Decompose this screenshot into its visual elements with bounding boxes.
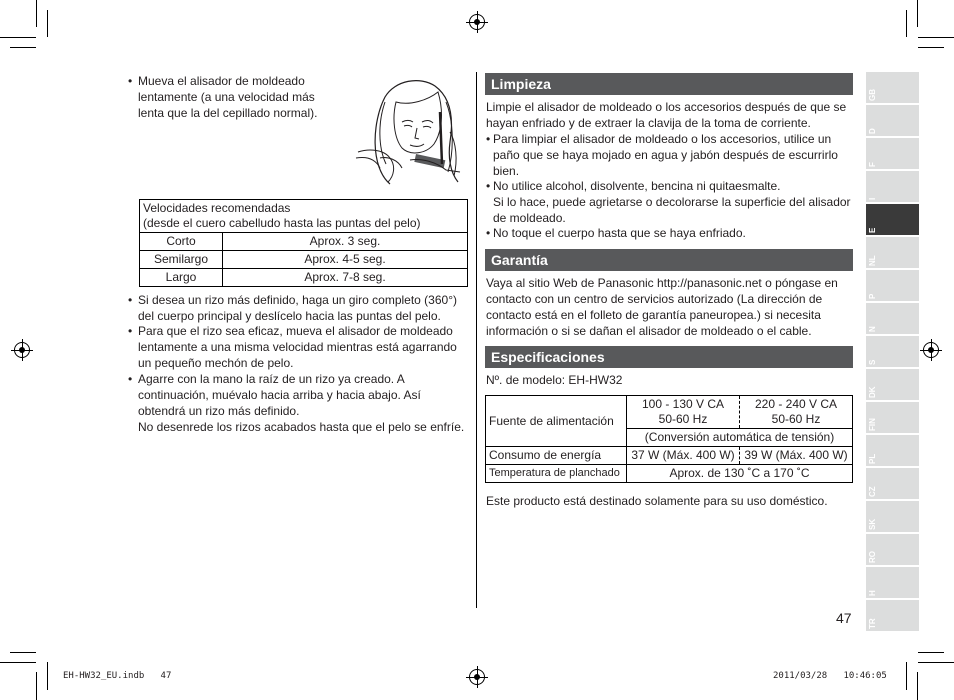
bullet-item: • Si desea un rizo más definido, haga un giro completo (360°) del cuerpo principal y deslícelo hacia las puntas del pelo.: [128, 293, 457, 323]
tab-nl[interactable]: NL: [866, 237, 919, 268]
table-row: Consumo de energía 37 W (Máx. 400 W) 39 W (Máx. 400 W): [486, 447, 853, 465]
table-row: Temperatura de planchado Aprox. de 130 ˚C a 170 ˚C: [486, 465, 853, 483]
tab-tr[interactable]: TR: [866, 600, 919, 631]
tab-dk[interactable]: DK: [866, 369, 919, 400]
tab-sk[interactable]: SK: [866, 501, 919, 532]
crop-mark: [918, 37, 954, 38]
crop-mark: [917, 0, 918, 27]
crop-mark: [36, 672, 37, 700]
tab-fin[interactable]: FIN: [866, 402, 919, 433]
table-row: Largo Aprox. 7-8 seg.: [140, 269, 468, 287]
tab-i[interactable]: I: [866, 171, 919, 202]
tab-f[interactable]: F: [866, 138, 919, 169]
tab-gb[interactable]: GB: [866, 72, 919, 103]
tab-e[interactable]: E: [866, 204, 919, 235]
tab-ro[interactable]: RO: [866, 534, 919, 565]
registration-mark-icon: [469, 669, 485, 685]
page-number: 47: [836, 610, 852, 626]
tab-p[interactable]: P: [866, 270, 919, 301]
crop-mark: [917, 672, 918, 700]
limpieza-intro: Limpie el alisador de moldeado o los accesorios después de que se hayan enfriado y de extraer la clavija de la toma de corriente.: [486, 100, 847, 130]
bullet-item: • Para limpiar el alisador de moldeado o los accesorios, utilice un paño que se haya mojado en agua y jabón después de escurrirlo bien.: [486, 132, 838, 178]
registration-mark-icon: [14, 342, 30, 358]
footer-timestamp: 2011/03/28 10:46:05: [773, 671, 887, 681]
table-row: Semilargo Aprox. 4-5 seg.: [140, 251, 468, 269]
section-title-limpieza: Limpieza: [485, 73, 853, 95]
speed-table: [139, 199, 468, 287]
crop-mark: [47, 10, 48, 37]
table-row: (Conversión automática de tensión): [486, 429, 853, 447]
tab-s[interactable]: S: [866, 336, 919, 367]
tab-cz[interactable]: CZ: [866, 468, 919, 499]
crop-mark: [918, 662, 954, 663]
crop-mark: [10, 47, 36, 48]
crop-mark: [10, 652, 36, 653]
crop-mark: [918, 47, 944, 48]
speed-table-header: Velocidades recomendadas (desde el cuero cabelludo hasta las puntas del pelo): [140, 200, 468, 233]
footer-file: EH-HW32_EU.indb 47: [63, 671, 172, 681]
table-row: Fuente de alimentación 100 - 130 V CA 50-60 Hz 220 - 240 V CA 50-60 Hz: [486, 396, 853, 429]
crop-mark: [918, 652, 944, 653]
registration-mark-icon: [923, 342, 939, 358]
crop-mark: [906, 662, 907, 690]
hair-styling-illustration: [350, 72, 470, 194]
crop-mark: [36, 0, 37, 27]
tab-d[interactable]: D: [866, 105, 919, 136]
crop-mark: [906, 10, 907, 37]
spec-table: [485, 395, 853, 483]
section-title-garantia: Garantía: [485, 249, 853, 271]
bullet-item: • No utilice alcohol, disolvente, bencina ni quitaesmalte. Si lo hace, puede agrietarse o decolorarse la superficie del alisador de moldeado.: [486, 179, 851, 225]
section-title-especificaciones: Especificaciones: [485, 346, 853, 368]
bullet-item: • Agarre con la mano la raíz de un rizo ya creado. A continuación, muévalo hacia arriba y hacia abajo. Así obtendrá un rizo más definido. No desenrede los rizos acabados hasta que el pelo se enfríe.: [128, 372, 465, 434]
crop-mark: [0, 37, 36, 38]
intro-bullet: • Mueva el alisador de moldeado lentamente (a una velocidad más lenta que la del cepillado normal).: [128, 74, 318, 120]
model-number: Nº. de modelo: EH-HW32: [486, 373, 623, 387]
crop-mark: [0, 662, 36, 663]
tab-pl[interactable]: PL: [866, 435, 919, 466]
crop-mark: [47, 662, 48, 690]
registration-mark-icon: [469, 14, 485, 30]
garantia-text: Vaya al sitio Web de Panasonic http://panasonic.net o póngase en contacto con un centro de servicios autorizado (La dirección de contacto está en el folleto de garantía paneuropea.) si necesita información o si se dañan el alisador de moldeado o el cable.: [486, 276, 838, 338]
bullet-item: • Para que el rizo sea eficaz, mueva el alisador de moldeado lentamente a una misma velocidad mientras está agarrando un pequeño mechón de pelo.: [128, 324, 457, 370]
tab-h[interactable]: H: [866, 567, 919, 598]
tab-n[interactable]: N: [866, 303, 919, 334]
domestic-use-note: Este producto está destinado solamente para su uso doméstico.: [486, 494, 828, 508]
bullet-item: • No toque el cuerpo hasta que se haya enfriado.: [486, 226, 746, 240]
column-divider: [476, 72, 477, 608]
table-row: Corto Aprox. 3 seg.: [140, 233, 468, 251]
